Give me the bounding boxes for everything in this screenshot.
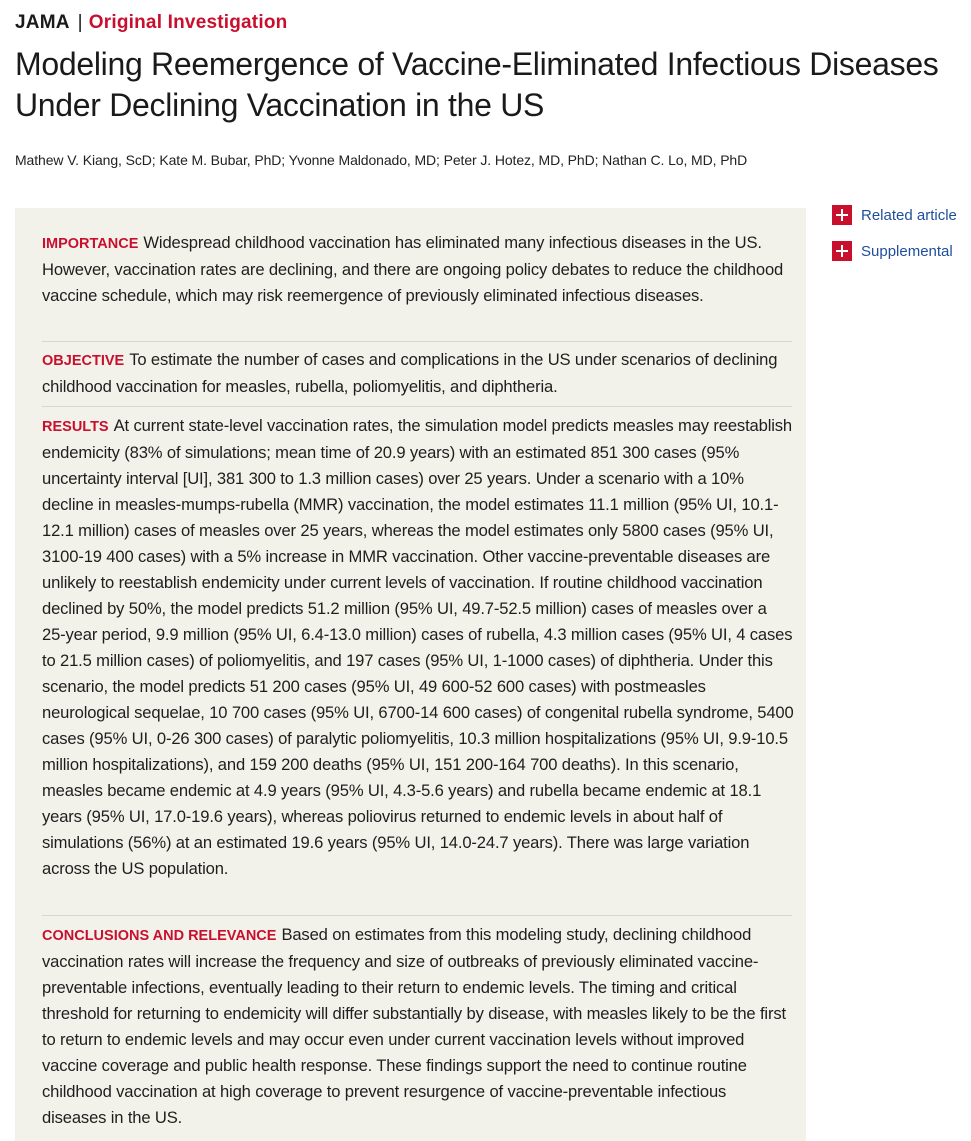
results-heading: RESULTS <box>42 419 109 435</box>
importance-text: Widespread childhood vaccination has eliminated many infectious diseases in the US. However, vaccination rates are declining, and there are ongoing policy debates to reduce the childhood vaccine schedule, which may risk reemergence of previously eliminated infectious diseases. <box>42 233 784 305</box>
sidebar-links <box>832 204 971 276</box>
article-section-label: Original Investigation <box>88 12 288 33</box>
related-article-link[interactable] <box>832 204 971 226</box>
abstract-objective <box>42 347 794 400</box>
conclusions-text: Based on estimates from this modeling study, declining childhood vaccination rates will increase the frequency and size of outbreaks of previously eliminated vaccine-preventable infections, eventually leading to their return to endemic levels. The timing and critical threshold for returning to endemicity will differ substantially by disease, with measles likely to be the first to return to endemic levels and may occur even under current vaccination levels without improved vaccine coverage and public health response. These findings support the need to continue routine childhood vaccination at high coverage to prevent resurgence of vaccine-preventable infectious diseases in the US. <box>42 925 786 1127</box>
abstract-importance <box>42 230 794 309</box>
supplemental-link[interactable] <box>832 240 971 262</box>
related-article-label[interactable]: Related article <box>861 206 957 224</box>
plus-icon[interactable] <box>832 241 852 261</box>
author-list: Mathew V. Kiang, ScD; Kate M. Bubar, PhD; Yvonne Maldonado, MD; Peter J. Hotez, MD, PhD; Nathan C. Lo, MD, PhD <box>15 152 748 168</box>
header-separator: | <box>77 12 83 33</box>
journal-name: JAMA <box>15 12 70 33</box>
section-divider <box>42 341 792 342</box>
abstract-conclusions <box>42 922 794 1131</box>
results-text: At current state-level vaccination rates, the simulation model predicts measles may reestablish endemicity (83% of simulations; mean time of 20.9 years) with an estimated 851 300 cases (95% uncertainty interval [UI], 381 300 to 1.3 million cases) over 25 years. Under a scenario with a 10% decline in measles-mumps-rubella (MMR) vaccination, the model estimates 11.1 million (95% UI, 10.1-12.1 million) cases of measles over 25 years, whereas the model estimates only 5800 cases (95% UI, 3100-19 400 cases) with a 5% increase in MMR vaccination. Other vaccine-preventable diseases are unlikely to reestablish endemicity under current levels of vaccination. If routine childhood vaccination declined by 50%, the model predicts 51.2 million (95% UI, 49.7-52.5 million) cases of measles over a 25-year period, 9.9 million (95% UI, 6.4-13.0 million) cases of rubella, 4.3 million cases (95% UI, 4 cases to 21.5 million cases) of poliomyelitis, and 197 cases (95% UI, 1-1000 cases) of diphtheria. Under this scenario, the model predicts 51 200 cases (95% UI, 49 600-52 600 cases) with postmeasles neurological sequelae, 10 700 cases (95% UI, 6700-14 600 cases) of congenital rubella syndrome, 5400 cases (95% UI, 0-26 300 cases) of paralytic poliomyelitis, 10.3 million hospitalizations (95% UI, 9.9-10.5 million hospitalizations), and 159 200 deaths (95% UI, 151 200-164 700 deaths). In this scenario, measles became endemic at 4.9 years (95% UI, 4.3-5.6 years) and rubella became endemic at 18.1 years (95% UI, 17.0-19.6 years), whereas poliovirus returned to endemic levels in about half of simulations (56%) at an estimated 19.6 years (95% UI, 14.0-24.7 years). There was large variation across the US population. <box>42 416 794 878</box>
importance-heading: IMPORTANCE <box>42 236 139 252</box>
objective-text: To estimate the number of cases and complications in the US under scenarios of declining childhood vaccination for measles, rubella, poliomyelitis, and diphtheria. <box>42 350 778 396</box>
section-divider <box>42 915 792 916</box>
section-divider <box>42 406 792 407</box>
abstract-box <box>15 208 806 1141</box>
conclusions-heading: CONCLUSIONS AND RELEVANCE <box>42 928 277 944</box>
plus-icon[interactable] <box>832 205 852 225</box>
supplemental-label[interactable]: Supplemental <box>861 242 953 260</box>
abstract-results <box>42 413 794 882</box>
journal-header <box>15 12 287 34</box>
objective-heading: OBJECTIVE <box>42 353 125 369</box>
article-title: Modeling Reemergence of Vaccine-Eliminated Infectious Diseases Under Declining Vaccination in the US <box>15 46 939 123</box>
